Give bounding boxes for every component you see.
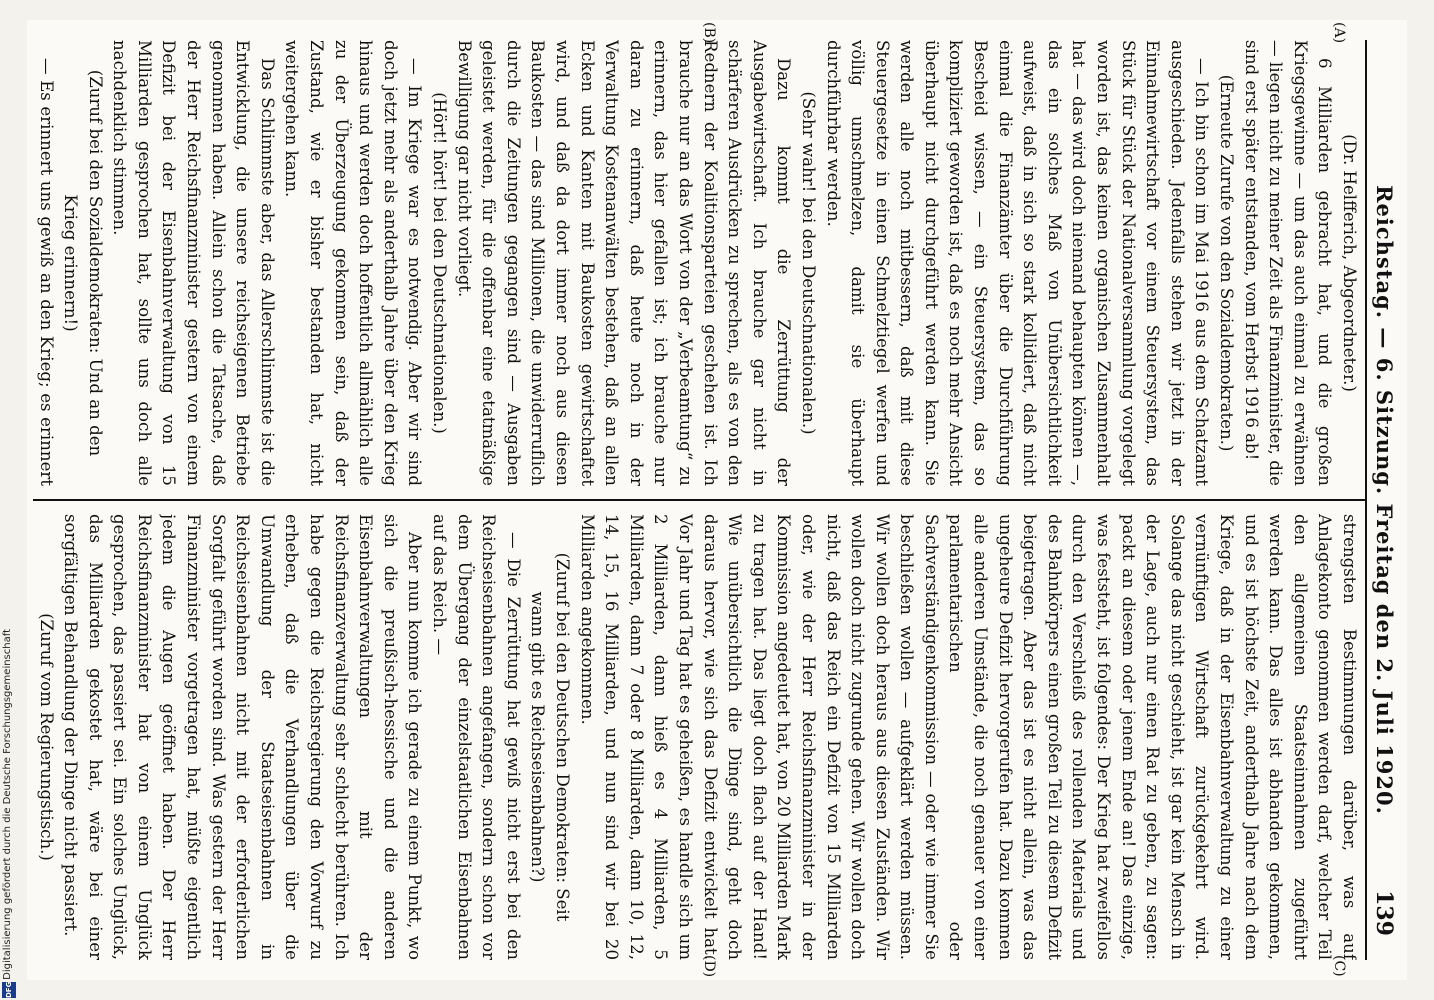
- page-number: 139: [1371, 890, 1397, 936]
- paragraph: 6 Milliarden gebracht hat, und die großen Kriegsgewinne — um das auch einmal zu erwähnen — liegen nicht zu meiner Zeit als Finanzminister, die sind erst später entstanden, vom Herbst 1916 ab!: [1241, 40, 1335, 486]
- interjection: (Sehr wahr! bei den Deutschnationalen.): [798, 91, 818, 435]
- dfg-logo: DFG: [2, 982, 16, 998]
- paragraph: Dazu kommt die Zerrüttung der Ausgabewirtschaft. Ich brauche gar nicht in schärferen Ausdrücken zu sprechen, als es von den Rednern der Koalitionsparteien geschehen ist. Ich brauche nur an das Wort von der „Verbeamtung“ zu erinnern, das hier gefallen ist; ich brauche nur daran zu erinnern, daß heute noch in der Verwaltung Kostenanwälten bestehen, daß an allen Ecken und Kanten mit Baukosten gewirtschaftet wird, und daß da dort immer noch aus diesen Baukosten — das sind Millionen, die unwiderruflich durch die Zeitungen gegangen sind — Ausgaben geleistet werden, für die offenbar eine etatmäßige Bewilligung gar nicht vorliegt.: [454, 40, 794, 486]
- digitization-credit: Digitalisierung gefördert durch die Deutsche Forschungsgemeinschaft: [2, 629, 13, 980]
- interjection: (Dr. Helfferich, Abgeordneter.): [1340, 134, 1359, 392]
- paragraph: strengsten Bestimmungen darüber, was auf Anlagekonto genommen werden darf, welcher Teil den allgemeinen Staatseinnahmen zugeführt werden kann. Das alles ist abhanden gekommen, und es ist höchste Zeit, anderthalb Jahre nach dem Kriege, daß in der Eisenbahnverwaltung zu einer vernünftigen Wirtschaft zurückgekehrt wird. Solange das nicht geschieht, ist gar kein Mensch in der Lage, auch nur einen Rat zu geben, zu sagen: packt an diesem oder jenem Ende an! Das einzige, was feststeht, ist folgendes: Der Krieg hat zweifellos durch den Verschleiß des rollenden Materials und des Bahnkörpers einen großen Teil zu diesem Defizit beigetragen. Aber das ist es nicht allein, was das ungeheure Defizit hervorgerufen hat. Dazu kommen alle anderen Umstände, die noch genauer von einer parlamentarischen oder Sachverständigenkommission — oder wie immer Sie beschließen wollen — aufgeklärt werden müssen. Wir wollen doch heraus aus diesen Zuständen. Wir wollen doch nicht zugrunde gehen. Wir wollen doch nicht, daß das Reich ein Defizit von 15 Milliarden oder, wie der Herr Reichsfinanzminister in der Kommission angedeutet hat, von 20 Milliarden Mark zu tragen hat. Das liegt doch flach auf der Hand! Wie unübersichtlich die Dinge sind, geht doch daraus hervor, wie sich das Defizit entwickelt hat. Vor Jahr und Tag hat es geheißen, es handle sich um 2 Milliarden, dann hieß es 4 Milliarden, 5 Milliarden, dann 7 oder 8 Milliarden, dann 10, 12, 14, 15, 16 Milliarden, und nun sind wir bei 20 Milliarden angekommen.: [577, 514, 1359, 960]
- paragraph: Aber nun komme ich gerade zu einem Punkt, wo sich die preußisch-hessische und die anderen Eisenbahnverwaltungen mit der Reichsfinanzverwaltung sehr schlecht berühren. Ich habe gegen die Reichsregierung den Vorwurf zu erheben, daß die Verhandlungen über die Umwandlung der Staatseisenbahnen in Reichseisenbahnen nicht mit der erforderlichen Sorgfalt geführt worden sind. Was gestern der Herr Finanzminister vorgetragen hat, müßte eigentlich jedem die Augen geöffnet haben. Der Herr Reichsfinanzminister hat von einem Unglück gesprochen, das passiert sei. Ein solches Unglück, das Milliarden gekostet hat, wäre bei einer sorgfältigen Behandlung der Dinge nicht passiert.: [61, 514, 425, 960]
- margin-letter-d: (D): [701, 955, 717, 978]
- interjection: (Zuruf vom Regierungstisch.): [36, 613, 56, 861]
- margin-letter-c: (C): [1331, 955, 1347, 977]
- interjection: (Erneute Zurufe von den Sozialdemokraten.): [1217, 74, 1237, 452]
- interjection: (Zuruf bei den Deutschen Demokraten: Seit wann gibt es Reichseisenbahnen?): [528, 552, 572, 922]
- margin-letter-b: (B): [701, 22, 717, 44]
- paragraph: — Ich bin schon im Mai 1916 aus dem Schatzamt ausgeschieden. Jedenfalls stehen wir jetzt in der Einnahmewirtschaft vor einem Steuersystem, das Stück für Stück der Nationalversammlung vorgelegt worden ist, das keinen organischen Zusammenhalt hat — das wird doch niemand behaupten können —, das ein solches Maß von Unübersichtlichkeit aufweist, daß in sich so stark kollidiert, daß nicht einmal die Finanzämter über die Durchführung Bescheid wissen, — ein Steuersystem, das so kompliziert geworden ist, daß es noch mehr Ansicht überhaupt nicht durchgeführt werden kann. Sie werden alle noch mitbessern, daß mit diese Steuergesetze in einen Schmelztiegel werfen und völlig umschmelzen, damit sie überhaupt durchführbar werden.: [823, 40, 1212, 486]
- page-header: [1365, 40, 1403, 960]
- interjection: (Zuruf bei den Sozialdemokraten: Und an den Krieg erinnern!): [61, 69, 105, 457]
- newspaper-page: [27, 20, 1407, 980]
- page-title: Reichstag. — 6. Sitzung. Freitag den 2. Juli 1920.: [1372, 185, 1397, 815]
- margin-letter-a: (A): [1331, 22, 1347, 44]
- paragraph: — Die Zerrüttung hat gewiß nicht erst bei den Reichseisenbahnen angefangen, sondern schon vor dem Übergang der einzelstaatlichen Eisenbahnen auf das Reich. —: [430, 514, 523, 960]
- right-text-column: [35, 514, 1361, 960]
- left-text-column: [35, 40, 1361, 486]
- column-divider: [33, 499, 1365, 501]
- paragraph: Das Schlimmste aber, das Allerschlimmste ist die Entwicklung, die unsere reichseigenen Betriebe genommen haben. Allein schon die Tatsache, daß der Herr Reichsfinanzminister gestern von einem Defizit bei der Eisenbahnverwaltung von 15 Milliarden gesprochen hat, sollte uns doch alle nachdenklich stimmen.: [110, 40, 277, 486]
- paragraph: — Im Kriege war es notwendig. Aber wir sind doch jetzt mehr als anderthalb Jahre über den Krieg hinaus und werden doch hoffentlich allmählich alle zu der Überzeugung gekommen sein, daß der Zustand, wie er bisher bestanden hat, nicht weitergehen kann.: [282, 40, 425, 486]
- interjection: (Hört! hört! bei den Deutschnationalen.): [430, 92, 450, 434]
- paragraph: — Es erinnert uns gewiß an den Krieg; es erinnert: [36, 58, 56, 486]
